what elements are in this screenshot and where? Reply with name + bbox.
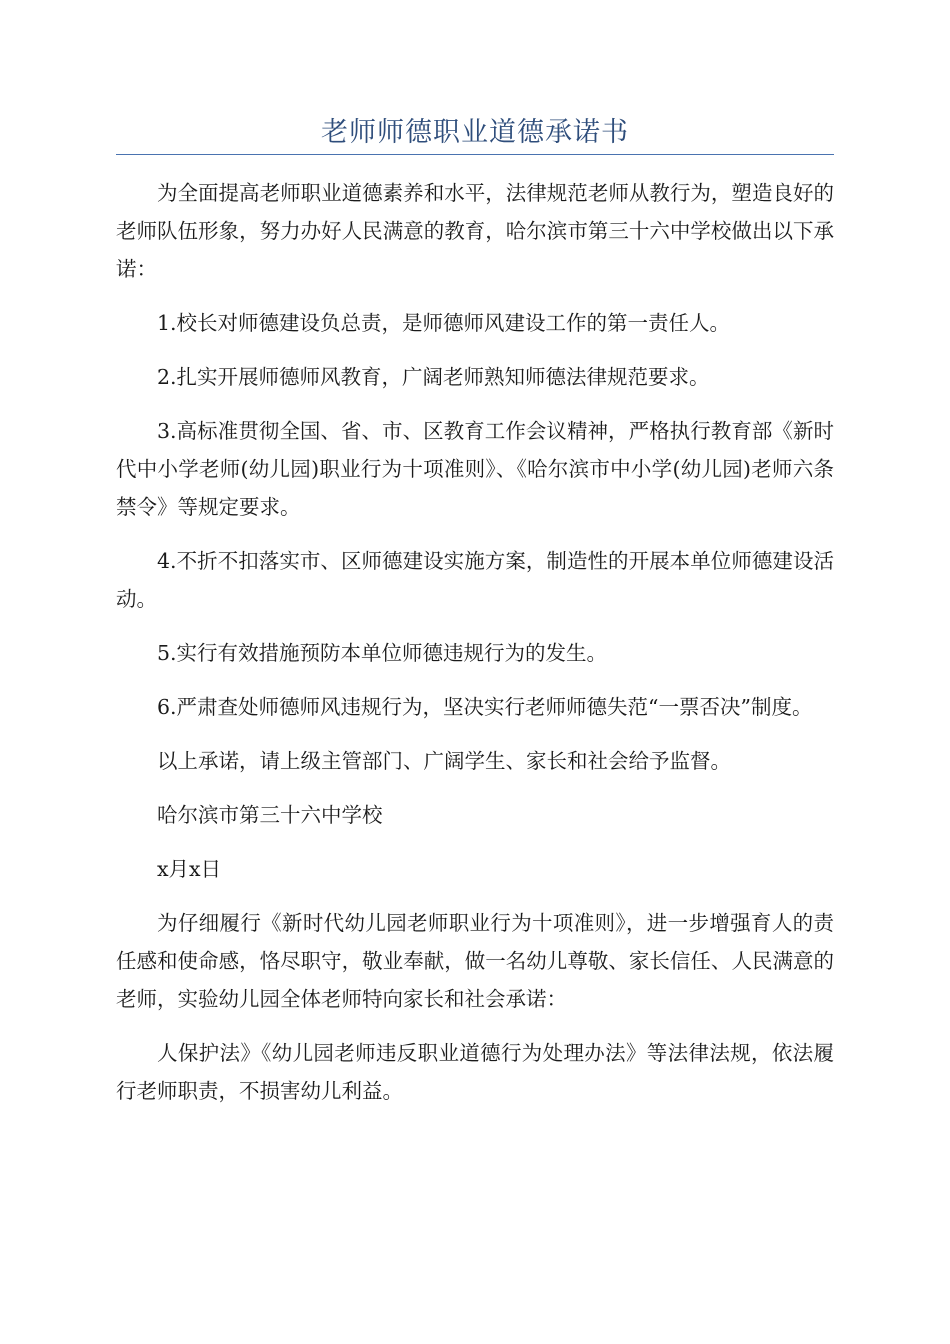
commitment-item-2: 2.扎实开展师德师风教育，广阔老师熟知师德法律规范要求。 bbox=[157, 365, 710, 389]
signature-date: x月x日 bbox=[157, 857, 222, 881]
document-body bbox=[116, 174, 834, 1126]
intro-paragraph: 为全面提高老师职业道德素养和水平，法律规范老师从教行为，塑造良好的老师队伍形象，努力办好人民满意的教育，哈尔滨市第三十六中学校做出以下承诺： bbox=[116, 181, 834, 281]
title-underline bbox=[116, 154, 834, 155]
signature-school: 哈尔滨市第三十六中学校 bbox=[157, 803, 383, 827]
document-title: 老师师德职业道德承诺书 bbox=[321, 117, 629, 148]
commitment-item-1: 1.校长对师德建设负总责，是师德师风建设工作的第一责任人。 bbox=[157, 311, 731, 335]
commitment-item-6: 6.严肃查处师德师风违规行为，坚决实行老师师德失范“一票否决”制度。 bbox=[157, 695, 813, 719]
commitment-item-4: 4.不折不扣落实市、区师德建设实施方案，制造性的开展本单位师德建设活动。 bbox=[116, 549, 834, 611]
supervision-paragraph: 以上承诺，请上级主管部门、广阔学生、家长和社会给予监督。 bbox=[157, 749, 731, 773]
commitment-item-5: 5.实行有效措施预防本单位师德违规行为的发生。 bbox=[157, 641, 608, 665]
law-paragraph: 人保护法》《幼儿园老师违反职业道德行为处理办法》等法律法规，依法履行老师职责，不损害幼儿利益。 bbox=[116, 1041, 834, 1103]
second-intro-paragraph: 为仔细履行《新时代幼儿园老师职业行为十项准则》，进一步增强育人的责任感和使命感，恪尽职守，敬业奉献，做一名幼儿尊敬、家长信任、人民满意的老师，实验幼儿园全体老师特向家长和社会承诺： bbox=[116, 911, 834, 1011]
commitment-item-3: 3.高标准贯彻全国、省、市、区教育工作会议精神，严格执行教育部《新时代中小学老师(幼儿园)职业行为十项准则》、《哈尔滨市中小学(幼儿园)老师六条禁令》等规定要求。 bbox=[116, 419, 834, 519]
